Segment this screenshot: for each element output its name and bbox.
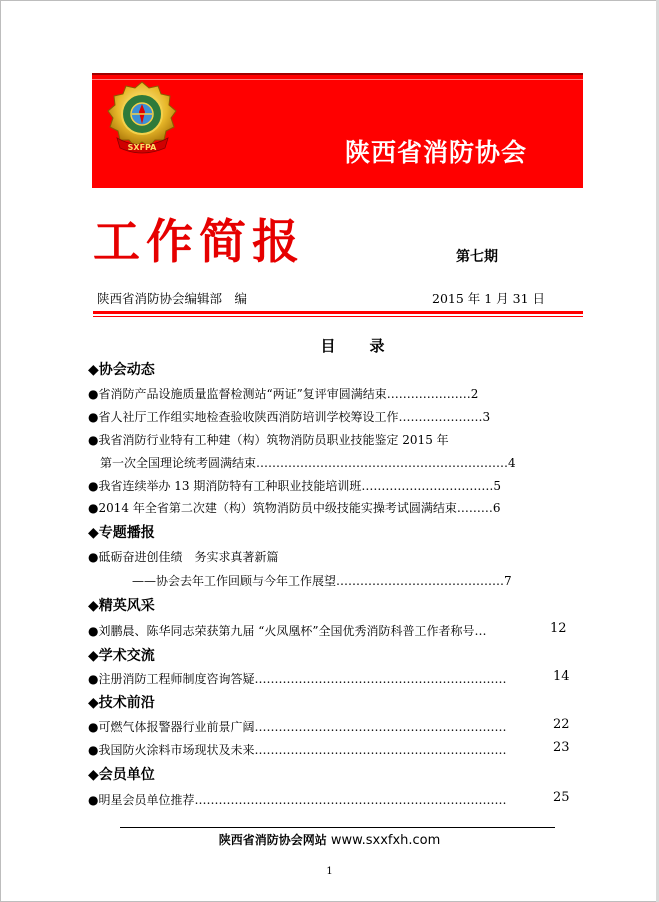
footer <box>0 831 659 848</box>
toc-item[interactable]: ●注册消防工程师制度咨询答疑……………………………………………………… <box>88 672 507 686</box>
toc-section-heading: ◆技术前沿 <box>88 695 155 711</box>
toc-section-heading: ◆会员单位 <box>88 767 155 783</box>
toc-page-number: 12 <box>550 621 567 636</box>
footer-label: 陕西省消防协会网站 <box>218 833 327 847</box>
toc-title: 目录 <box>320 337 419 355</box>
toc-section-heading: ◆精英风采 <box>88 598 155 614</box>
toc-item[interactable]: ●省消防产品设施质量监督检测站“两证”复评审圆满结束…………………2 <box>88 387 479 401</box>
issue-number: 第七期 <box>456 249 498 265</box>
toc-item[interactable]: ●2014 年全省第二次建（构）筑物消防员中级技能实操考试圆满结束………6 <box>88 501 501 515</box>
header-rule-thick <box>93 311 583 314</box>
toc-item[interactable]: ●省人社厅工作组实地检查验收陕西消防培训学校筹设工作…………………3 <box>88 410 491 424</box>
toc-page-number: 23 <box>553 740 570 755</box>
org-name: 陕西省消防协会 <box>345 138 528 167</box>
header-rule-thin <box>93 316 583 317</box>
toc-item[interactable]: ●明星会员单位推荐…………………………………………………………………… <box>88 793 507 807</box>
page-number: 1 <box>326 866 333 877</box>
toc-section-heading: ◆协会动态 <box>88 362 155 378</box>
toc-page-number: 22 <box>553 717 570 732</box>
toc-item[interactable]: ●刘鹏晨、陈华同志荣获第九届 “火凤凰杯”全国优秀消防科普工作者称号… <box>88 624 487 638</box>
publish-date: 2015 年 1 月 31 日 <box>432 291 546 306</box>
toc-page-number: 14 <box>553 669 570 684</box>
toc-section-heading: ◆专题播报 <box>88 525 155 541</box>
footer-rule <box>120 827 555 828</box>
toc-item[interactable]: ●可燃气体报警器行业前景广阔……………………………………………………… <box>88 720 507 734</box>
fire-association-emblem-icon <box>105 80 180 160</box>
toc-section-heading: ◆学术交流 <box>88 648 155 664</box>
svg-text:SXFPA: SXFPA <box>127 143 157 152</box>
toc-page-number: 25 <box>553 790 570 805</box>
toc-item[interactable]: ●我国防火涂料市场现状及未来……………………………………………………… <box>88 743 507 757</box>
editor-line: 陕西省消防协会编辑部 编 <box>97 291 248 306</box>
newsletter-title: 工作简报 <box>93 215 305 270</box>
toc-item[interactable]: ●砥砺奋进创佳绩 务实求真著新篇 <box>88 550 279 564</box>
website-link[interactable]: www.sxxfxh.com <box>330 833 441 848</box>
toc-item[interactable]: ●我省连续举办 13 期消防特有工种职业技能培训班……………………………5 <box>88 479 502 493</box>
toc-item[interactable]: 第一次全国理论统考圆满结束………………………………………………………4 <box>88 456 516 470</box>
toc-item[interactable]: ——协会去年工作回顾与今年工作展望……………………………………7 <box>96 574 512 588</box>
toc-item[interactable]: ●我省消防行业特有工种建（构）筑物消防员职业技能鉴定 2015 年 <box>88 433 449 447</box>
